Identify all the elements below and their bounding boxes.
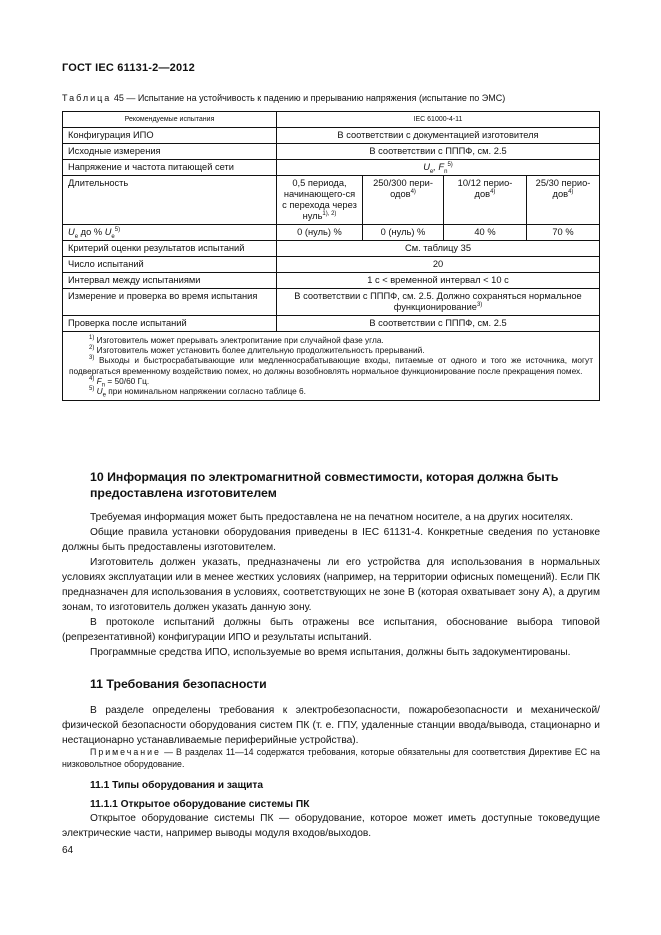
footnote-mark: 2)	[89, 345, 95, 352]
row-value: 1 с < временной интервал < 10 с	[277, 273, 600, 289]
subsection-11-1-title: 11.1 Типы оборудования и защита	[90, 780, 263, 791]
symbol-f: F	[96, 375, 102, 386]
subscript: n	[444, 168, 448, 175]
footnote-mark: 3)	[89, 355, 95, 362]
footnote	[69, 335, 593, 345]
table-footnotes	[63, 332, 600, 401]
emc-test-table	[62, 111, 600, 401]
symbol-u: U	[423, 162, 430, 172]
row-label: Длительность	[63, 176, 277, 225]
subscript: e	[74, 233, 79, 240]
footnote-ref: 3)	[476, 301, 483, 308]
duration-cell	[363, 176, 444, 225]
footnote	[69, 386, 593, 399]
note-text: — В разделах 11—14 содержатся требования, которые обязательны для соответствия Директиве ЕС на низковольтное оборудование.	[62, 747, 600, 769]
table-row	[63, 160, 600, 176]
footnote-ref: 4)	[568, 188, 574, 195]
paragraph: Изготовитель должен указать, предназначены ли его устройства для использования в нормальных условиях эксплуатации или в менее жестких условиях (например, на территории офисных помещений). Если ПК предназначен для использования в условиях, соответствующих не зоне В (которая охватывает зону А), а другим зонам, то изготовитель должен указать данную зону.	[62, 557, 600, 613]
footnote-mark: 4)	[89, 376, 95, 383]
row-label: Число испытаний	[63, 257, 277, 273]
table-row	[63, 273, 600, 289]
subsection-11-1-1-body	[62, 811, 600, 841]
label-text: до %	[78, 227, 105, 237]
row-value: 70 %	[527, 225, 600, 241]
subscript: e	[102, 392, 106, 399]
duration-cell	[527, 176, 600, 225]
table-caption-text: 45 — Испытание на устойчивость к падению и прерыванию напряжения (испытание по ЭМС)	[113, 93, 506, 103]
row-value: В соответствии с документацией изготовителя	[277, 128, 600, 144]
table-row	[63, 257, 600, 273]
paragraph: Открытое оборудование системы ПК — оборудование, которое может иметь доступные токоведущие электрические части, например выводы модуля входов/выходов.	[62, 813, 600, 839]
row-label: Напряжение и частота питающей сети	[63, 160, 277, 176]
footnote-ref: 5)	[447, 161, 453, 168]
footnote-text: Изготовитель может прерывать электропитание при случайной фазе угла.	[96, 335, 384, 345]
table-row	[63, 316, 600, 332]
footnote	[69, 345, 593, 355]
section-10-title: 10 Информация по электромагнитной совместимости, которая должна быть предоставлена изготовителем	[90, 470, 559, 500]
section-10-body	[62, 510, 600, 660]
subscript: n	[101, 382, 106, 389]
row-value: 40 %	[444, 225, 527, 241]
footnote	[69, 375, 593, 389]
duration-text: 10/12 перио-дов	[457, 178, 513, 199]
table-row	[63, 241, 600, 257]
table-row	[63, 128, 600, 144]
row-value: См. таблицу 35	[277, 241, 600, 257]
footnote-ref: 4)	[410, 188, 416, 195]
footnote-mark: 1)	[89, 335, 95, 342]
symbol-f: , F	[433, 162, 445, 172]
row-label: Интервал между испытаниями	[63, 273, 277, 289]
paragraph: В разделе определены требования к электробезопасности, пожаробезопасности и механической/физической безопасности оборудования систем ПК (т. е. ГПУ, удаленные станции ввода/вывода, стационарно и нестационарно устанавливаемые периферийные устройства).	[62, 705, 600, 746]
row-label: Проверка после испытаний	[63, 316, 277, 332]
subscript: e	[429, 168, 434, 175]
row-value: В соответствии с ПППФ, см. 2.5	[277, 144, 600, 160]
paragraph: Общие правила установки оборудования приведены в IEC 61131-4. Конкретные сведения по установке должны быть предоставлены изготовителем.	[62, 527, 600, 553]
row-value	[277, 289, 600, 316]
table-row	[63, 176, 600, 225]
subscript: e	[111, 233, 115, 240]
header-recommended-tests: Рекомендуемые испытания	[63, 112, 277, 128]
duration-text: 0,5 периода, начинающего-ся с перехода через нуль	[282, 178, 357, 221]
footnote-text: Изготовитель может установить более длительную продолжительность прерываний.	[96, 345, 425, 356]
footnote-ref: 5)	[114, 226, 121, 233]
footnote-mark: 5)	[89, 386, 95, 393]
row-value: 20	[277, 257, 600, 273]
header-standard: IEC 61000-4-11	[277, 112, 600, 128]
section-11-note	[62, 746, 600, 770]
paragraph: В протоколе испытаний должны быть отражены все испытания, обоснование выбора типовой (репрезентативной) конфигурации ИПО и результаты испытаний.	[62, 617, 600, 643]
row-value-text: В соответствии с ПППФ, см. 2.5. Должно сохраняться нормальное функционирование	[294, 291, 582, 312]
row-label: Измерение и проверка во время испытания	[63, 289, 277, 316]
row-label: Исходные измерения	[63, 144, 277, 160]
row-value: В соответствии с ПППФ, см. 2.5	[277, 316, 600, 332]
duration-cell	[277, 176, 363, 225]
footnote	[69, 355, 593, 375]
row-label: Критерий оценки результатов испытаний	[63, 241, 277, 257]
note-label: Примечание	[90, 747, 161, 757]
section-11-intro	[62, 703, 600, 748]
page-number: 64	[62, 845, 74, 856]
table-notes-row	[63, 332, 600, 401]
footnote-text: Выходы и быстросрабатывающие или медленносрабатывающие входы, питаемые от одного и того же источника, могут подвергаться временному воздействию помех, но должны возобновлять нормальное функционирование после прекращения помех.	[69, 355, 593, 376]
subsection-11-1-1-title: 11.1.1 Открытое оборудование системы ПК	[90, 799, 310, 810]
symbol-u: U	[96, 386, 103, 397]
document-header: ГОСТ IEC 61131-2—2012	[62, 62, 195, 74]
table-caption	[62, 93, 505, 103]
table-caption-label: Таблица	[62, 93, 112, 103]
row-label	[63, 225, 277, 241]
table-row	[63, 144, 600, 160]
paragraph: Требуемая информация может быть предоставлена не на печатном носителе, а на других носителях.	[90, 512, 574, 523]
section-11-title: 11 Требования безопасности	[90, 677, 267, 691]
footnote-text: = 50/60 Гц.	[105, 375, 150, 386]
footnote-text: при номинальном напряжении согласно таблице 6.	[106, 386, 306, 397]
footnote-ref: 4)	[490, 188, 496, 195]
duration-cell	[444, 176, 527, 225]
footnote-ref: 1), 2)	[322, 210, 337, 217]
symbol-u: U	[68, 227, 75, 237]
duration-text: 250/300 пери-одов	[373, 178, 433, 199]
row-value	[277, 160, 600, 176]
row-label: Конфигурация ИПО	[63, 128, 277, 144]
paragraph: Программные средства ИПО, используемые во время испытания, должны быть задокументированы.	[90, 647, 571, 658]
table-row	[63, 289, 600, 316]
table-header-row	[63, 112, 600, 128]
duration-text: 25/30 перио-дов	[535, 178, 591, 199]
symbol-u: U	[104, 227, 112, 237]
row-value: 0 (нуль) %	[363, 225, 444, 241]
row-value: 0 (нуль) %	[277, 225, 363, 241]
table-row	[63, 225, 600, 241]
